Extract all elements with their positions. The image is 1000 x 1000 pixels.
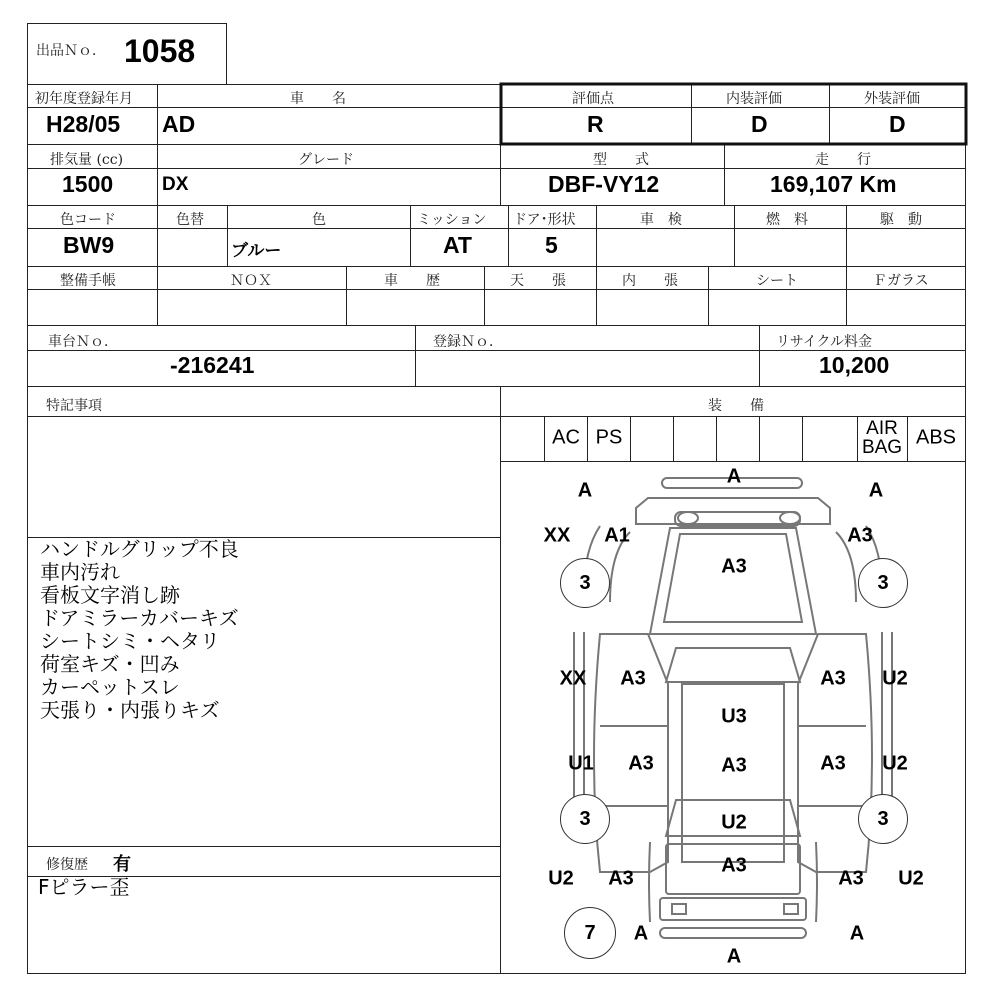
fglass-header: Ｆガラス: [873, 273, 929, 289]
mileage-value: 169,107 Km: [770, 171, 897, 197]
car-name-value: AD: [162, 111, 196, 137]
mark-left-front-1: XX: [543, 524, 571, 547]
equipment-airbag: AIR BAG: [861, 418, 903, 458]
repair-value: 有: [113, 854, 131, 874]
mark-rear-roof: A3: [721, 754, 747, 777]
grade-header: グレード: [298, 152, 354, 168]
first-reg-value: H28/05: [46, 111, 121, 137]
displacement-header: 排気量 (cc): [50, 152, 124, 168]
inspection-header: 車 検: [640, 212, 682, 228]
equipment-header: 装 備: [708, 398, 764, 414]
mark-right-front: A3: [847, 524, 873, 547]
headliner-header: 天 張: [510, 273, 566, 289]
remarks-header: 特記事項: [46, 398, 102, 414]
displacement-value: 1500: [62, 171, 114, 197]
mark-left-front-2: A1: [604, 524, 630, 547]
remark-line: 車内汚れ: [40, 560, 120, 584]
mark-left-rear-1: U1: [568, 752, 594, 775]
color-value: ブルー: [231, 241, 282, 260]
wheel-front-left: 3: [560, 558, 610, 608]
mark-left-quarter-1: U2: [548, 867, 574, 890]
mark-left-quarter-2: A3: [608, 867, 634, 890]
remark-line: 荷室キズ・凹み: [40, 652, 180, 676]
mark-rear-right: A: [849, 922, 865, 945]
drive-header: 駆 動: [880, 212, 922, 228]
remark-line: ハンドルグリップ不良: [40, 537, 239, 561]
equipment-ac: AC: [552, 426, 580, 449]
lot-number: 1058: [124, 33, 196, 69]
repair-label: 修復歴: [46, 857, 88, 873]
equipment-ps: PS: [595, 426, 623, 449]
recycle-fee-header: リサイクル料金: [776, 334, 873, 350]
mark-rear-glass: U2: [721, 811, 747, 834]
mark-right-quarter-1: A3: [838, 867, 864, 890]
mark-rear-center: A: [726, 945, 742, 968]
seat-header: シート: [756, 273, 798, 289]
wheel-rear-right: 3: [858, 794, 908, 844]
color-change-header: 色替: [176, 212, 204, 228]
remark-line: ドアミラーカバーキズ: [40, 606, 239, 630]
exterior-header: 外装評価: [864, 91, 920, 107]
door-shape-value: 5: [545, 232, 558, 258]
transmission-value: AT: [443, 232, 472, 258]
interior-value: D: [751, 111, 768, 137]
spare-tire: 7: [564, 907, 616, 959]
mark-hood: A3: [721, 555, 747, 578]
wheel-rear-left: 3: [560, 794, 610, 844]
mark-front-center: A: [726, 465, 742, 488]
interior-header: 内装評価: [726, 91, 782, 107]
exterior-value: D: [889, 111, 906, 137]
grade-value: DX: [162, 174, 189, 195]
mark-left-door-1: XX: [559, 667, 587, 690]
equipment-abs: ABS: [915, 426, 957, 449]
inner-trim-header: 内 張: [622, 273, 678, 289]
mark-left-rear-2: A3: [628, 752, 654, 775]
remark-line: 天張り・内張りキズ: [40, 698, 220, 722]
chassis-no-value: -216241: [170, 352, 255, 378]
transmission-header: ミッション: [417, 212, 487, 228]
fuel-header: 燃 料: [766, 212, 808, 228]
mark-right-rear-1: A3: [820, 752, 846, 775]
wheel-front-right: 3: [858, 558, 908, 608]
remark-line: カーペットスレ: [40, 675, 180, 699]
repair-note: Fピラー歪: [38, 875, 130, 899]
mark-right-door-2: U2: [882, 667, 908, 690]
model-header: 型 式: [593, 152, 649, 168]
remark-line: 看板文字消し跡: [40, 583, 180, 607]
mark-rear-left: A: [633, 922, 649, 945]
service-book-header: 整備手帳: [60, 273, 116, 289]
nox-header: ＮＯＸ: [230, 273, 272, 289]
remark-line: シートシミ・ヘタリ: [40, 629, 220, 653]
mark-roof: U3: [721, 705, 747, 728]
mark-right-rear-2: U2: [882, 752, 908, 775]
color-header: 色: [312, 212, 326, 228]
reg-no-header: 登録Ｎｏ．: [433, 334, 503, 350]
chassis-no-header: 車台Ｎｏ．: [48, 334, 118, 350]
mark-right-quarter-2: U2: [898, 867, 924, 890]
mark-front-left: A: [577, 479, 593, 502]
mark-front-right: A: [868, 479, 884, 502]
score-value: R: [587, 111, 604, 137]
color-code-header: 色コード: [60, 212, 116, 228]
color-code-value: BW9: [63, 232, 115, 258]
mark-left-door-2: A3: [620, 667, 646, 690]
history-header: 車 歴: [384, 273, 440, 289]
model-value: DBF-VY12: [548, 171, 660, 197]
mark-right-door-1: A3: [820, 667, 846, 690]
score-header: 評価点: [572, 91, 614, 107]
car-name-header: 車 名: [290, 91, 346, 107]
first-reg-header: 初年度登録年月: [35, 91, 133, 107]
lot-label: 出品Ｎｏ．: [36, 43, 106, 59]
mark-tailgate: A3: [721, 854, 747, 877]
mileage-header: 走 行: [815, 152, 871, 168]
recycle-fee-value: 10,200: [819, 352, 890, 378]
door-shape-header: ドア･形状: [513, 212, 576, 228]
